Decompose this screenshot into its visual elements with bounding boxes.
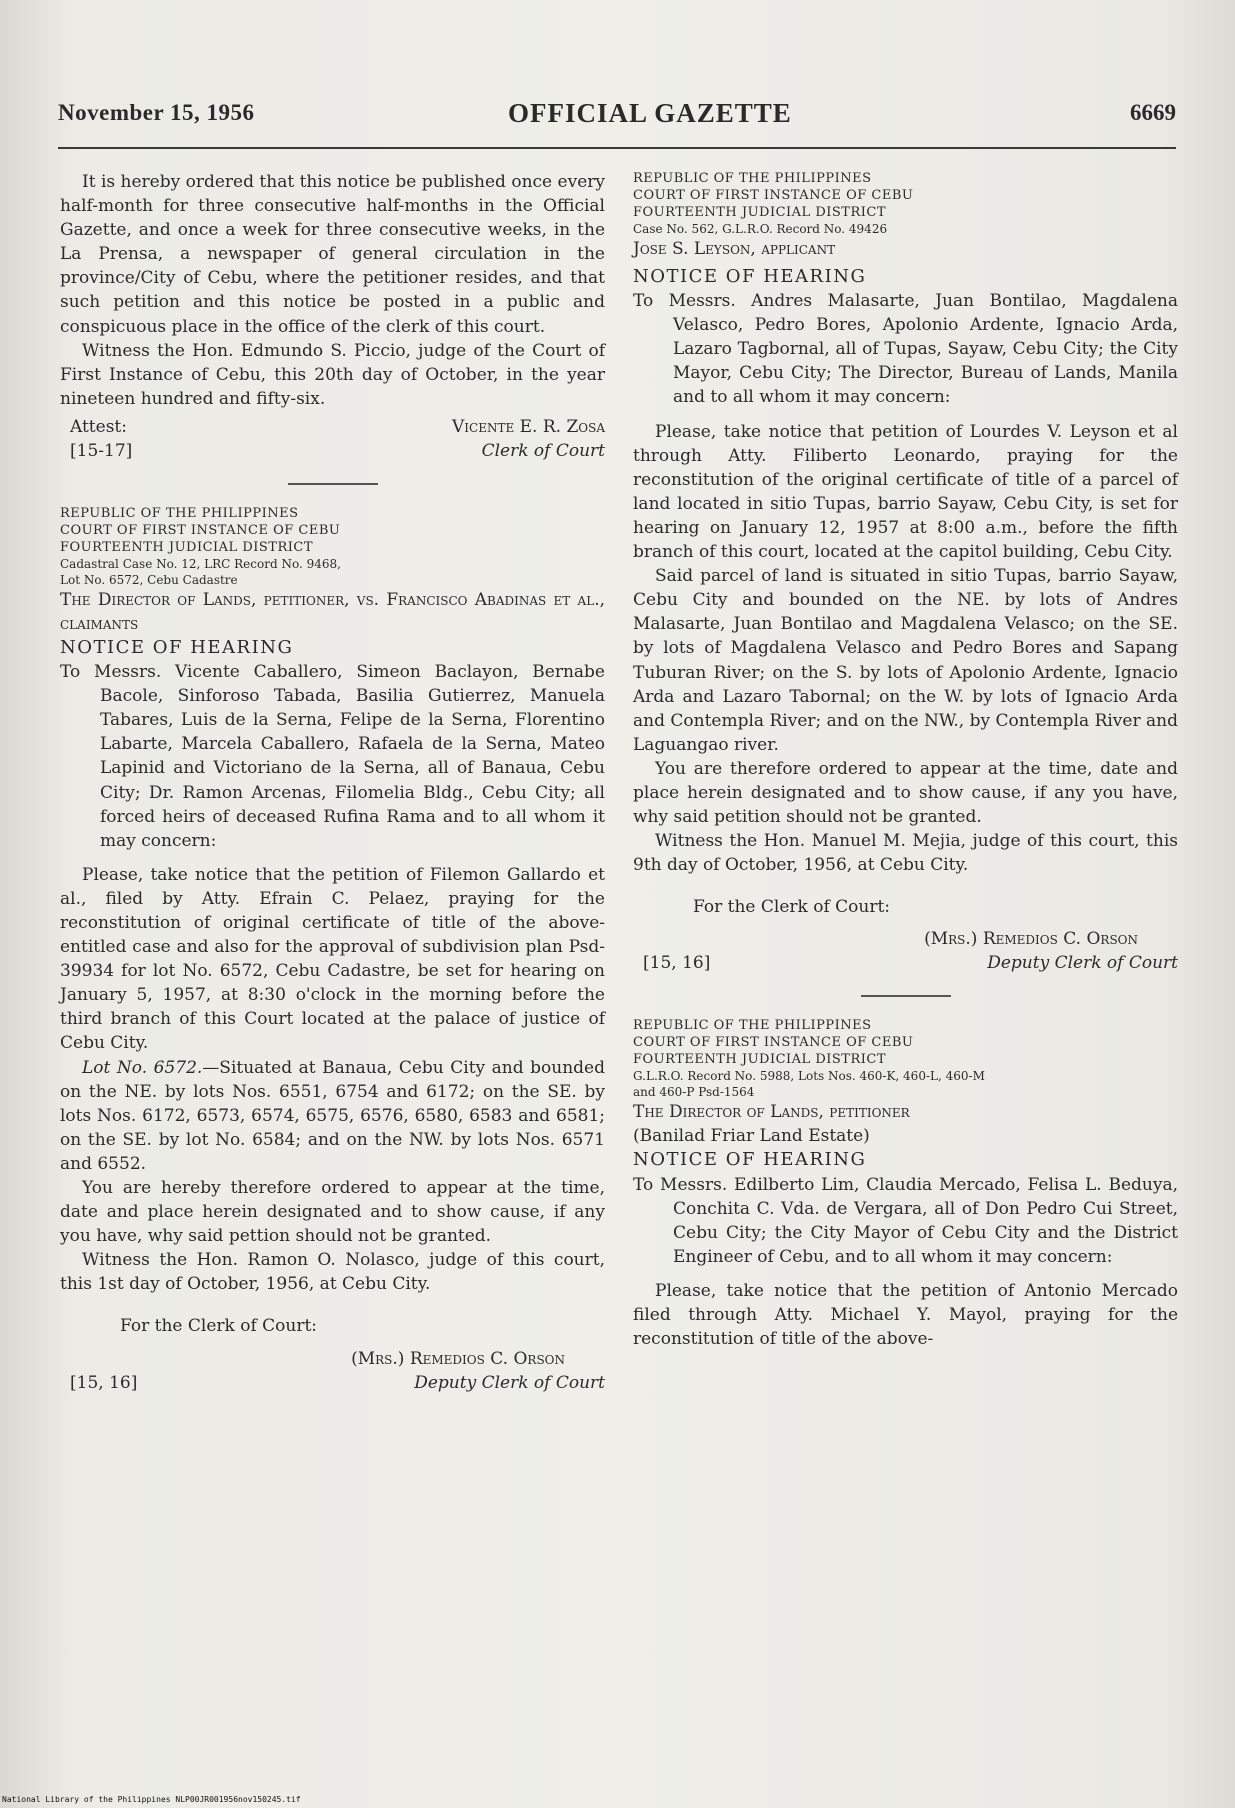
scan-footer: National Library of the Philippines NLP00JR001956nov150245.tif bbox=[2, 1795, 301, 1804]
estate-name: (Banilad Friar Land Estate) bbox=[633, 1126, 870, 1147]
attest-name: Vicente E. R. Zosa bbox=[452, 416, 605, 437]
clerk-signature bbox=[60, 1347, 605, 1397]
publication-ref: [15, 16] bbox=[643, 953, 711, 974]
lot-label: Lot No. 6572. bbox=[82, 1057, 203, 1078]
page-number: 6669 bbox=[1130, 100, 1176, 125]
notice-case-562 bbox=[633, 170, 1178, 977]
page-header bbox=[58, 100, 1176, 140]
court-line: REPUBLIC OF THE PHILIPPINES bbox=[633, 1018, 872, 1034]
lot-description-paragraph bbox=[60, 1056, 605, 1176]
case-number: Cadastral Case No. 12, LRC Record No. 9468, bbox=[60, 556, 341, 571]
court-line: COURT OF FIRST INSTANCE OF CEBU bbox=[60, 522, 341, 538]
court-line: COURT OF FIRST INSTANCE OF CEBU bbox=[633, 188, 914, 203]
court-line: FOURTEENTH JUDICIAL DISTRICT bbox=[633, 205, 886, 220]
issue-date: November 15, 1956 bbox=[58, 100, 255, 125]
lot-description-paragraph: Said parcel of land is situated in sitio Tupas, barrio Sayaw, Cebu City and bounded on the NE. by lots of Andres Malasarte, Juan Bontilao and Magdalena Velasco; on the SE. by lots of Magdalena Velasco and Pedro Bores and Sapang Tuburan River; on the S. by lots of Apolonio Ardente, Ignacio Arda and Lazaro Tabornal; on the W. by lots of Ignacio Arda and Contempla River; and on the NW., by Contempla River and Laguangao river. bbox=[633, 566, 1178, 755]
left-column bbox=[60, 170, 605, 1397]
section-divider bbox=[861, 995, 951, 997]
signatory-name: (Mrs.) Remedios C. Orson bbox=[351, 1348, 565, 1369]
clerk-signature bbox=[633, 927, 1178, 977]
case-number: Lot No. 6572, Cebu Cadastre bbox=[60, 572, 238, 587]
header-rule bbox=[58, 147, 1176, 149]
case-parties: Jose S. Leyson, applicant bbox=[633, 239, 836, 259]
addressees: To Messrs. Vicente Caballero, Simeon Baclayon, Bernabe Bacole, Sinforoso Tabada, Basilia Gutierrez, Manuela Tabares, Luis de la Serna, Felipe de la Serna, Florentino Labarte, Marcela Caballero, Rafaela de la Serna, Mateo Lapinid and Victoriano de la Serna, all of Banaua, Cebu City; Dr. Ramon Arcenas, Filomelia Bldg., Cebu City; all forced heirs of deceased Rufina Rama and to all whom it may concern: bbox=[60, 662, 605, 851]
attest-ref: [15-17] bbox=[70, 440, 133, 461]
notice-glro-5988 bbox=[633, 1017, 1178, 1351]
notice-heading: NOTICE OF HEARING bbox=[60, 636, 294, 658]
notice-cadastral-case-12 bbox=[60, 505, 605, 1397]
addressees: To Messrs. Andres Malasarte, Juan Bontilao, Magdalena Velasco, Pedro Bores, Apolonio Ardente, Ignacio Arda, Lazaro Tagbornal, all of Tupas, Sayaw, Cebu City; the City Mayor, Cebu City; The Director, Bureau of Lands, Manila and to all whom it may concern: bbox=[633, 291, 1178, 408]
signatory-name: (Mrs.) Remedios C. Orson bbox=[924, 929, 1138, 950]
signatory-title: Deputy Clerk of Court bbox=[987, 953, 1178, 974]
addressees: To Messrs. Edilberto Lim, Claudia Mercado, Felisa L. Beduya, Conchita C. Vda. de Vergara, all of Don Pedro Cui Street, Cebu City; the City Mayor of Cebu City and the District Engineer of Cebu, and to all whom it may concern: bbox=[633, 1174, 1178, 1267]
right-column bbox=[633, 170, 1178, 1351]
court-line: FOURTEENTH JUDICIAL DISTRICT bbox=[60, 539, 313, 555]
notice-heading: NOTICE OF HEARING bbox=[633, 266, 867, 287]
witness-paragraph: Witness the Hon. Manuel M. Mejia, judge of this court, this 9th day of October, 1956, at Cebu City. bbox=[633, 831, 1178, 876]
case-number: G.L.R.O. Record No. 5988, Lots Nos. 460-K, 460-L, 460-M bbox=[633, 1069, 985, 1084]
petition-paragraph: Please, take notice that the petition of Antonio Mercado filed through Atty. Michael Y. Mayol, praying for the reconstitution of title of the above- bbox=[633, 1280, 1178, 1350]
court-line: REPUBLIC OF THE PHILIPPINES bbox=[633, 171, 872, 186]
publication-order-paragraph: It is hereby ordered that this notice be published once every half-month for three consecutive half-months in the Official Gazette, and once a week for three consecutive weeks, in the La Prensa, a newspaper of general circulation in the province/City of Cebu, where the petitioner resides, and that such petition and this notice be posted in a public and conspicuous place in the office of the clerk of this court. bbox=[60, 172, 605, 337]
court-line: REPUBLIC OF THE PHILIPPINES bbox=[60, 505, 299, 521]
for-clerk-label: For the Clerk of Court: bbox=[693, 897, 891, 918]
case-parties: The Director of Lands, petitioner bbox=[633, 1102, 910, 1123]
order-paragraph: You are therefore ordered to appear at the time, date and place herein designated and to show cause, if any you have, why said petition should not be granted. bbox=[633, 758, 1178, 828]
case-parties: The Director of Lands, petitioner, vs. Francisco Abadinas et al., claimants bbox=[60, 589, 605, 634]
section-divider bbox=[288, 483, 378, 485]
case-number: and 460-P Psd-1564 bbox=[633, 1085, 755, 1100]
signatory-title: Deputy Clerk of Court bbox=[414, 1372, 605, 1393]
attest-label: Attest: bbox=[70, 416, 127, 437]
lot-description: —Situated at Banaua, Cebu City and bounded on the NE. by lots Nos. 6551, 6754 and 6172; on the SE. by lots Nos. 6172, 6573, 6574, 6575, 6576, 6580, 6583 and 6581; on the SE. by lot No. 6584; and on the NW. by lots Nos. 6571 and 6552. bbox=[60, 1057, 605, 1174]
notice-heading: NOTICE OF HEARING bbox=[633, 1149, 867, 1171]
order-paragraph: You are hereby therefore ordered to appear at the time, date and place herein designated and to show cause, if any you have, why said pettion should not be granted. bbox=[60, 1178, 605, 1247]
witness-paragraph: Witness the Hon. Edmundo S. Piccio, judge of the Court of First Instance of Cebu, this 20th day of October, in the year nineteen hundred and fifty-six. bbox=[60, 340, 605, 409]
publication-title: OFFICIAL GAZETTE bbox=[508, 98, 792, 128]
case-number: Case No. 562, G.L.R.O. Record No. 49426 bbox=[633, 222, 888, 236]
witness-paragraph: Witness the Hon. Ramon O. Nolasco, judge of this court, this 1st day of October, 1956, at Cebu City. bbox=[60, 1250, 605, 1295]
court-line: COURT OF FIRST INSTANCE OF CEBU bbox=[633, 1035, 914, 1051]
petition-paragraph: Please, take notice that the petition of Filemon Gallardo et al., filed by Atty. Efrain C. Pelaez, praying for the reconstitution of original certificate of title of the above-entitled case and also for the approval of subdivision plan Psd-39934 for lot No. 6572, Cebu Cadastre, be set for hearing on January 5, 1957, at 8:30 o'clock in the morning before the third branch of this Court located at the palace of justice of Cebu City. bbox=[60, 864, 605, 1054]
attest-signature bbox=[60, 415, 605, 465]
publication-ref: [15, 16] bbox=[70, 1372, 138, 1393]
for-clerk-label: For the Clerk of Court: bbox=[120, 1316, 318, 1337]
attest-title: Clerk of Court bbox=[481, 440, 605, 461]
petition-paragraph: Please, take notice that petition of Lourdes V. Leyson et al through Atty. Filiberto Leonardo, praying for the reconstitution of the original certificate of title of a parcel of land located in sitio Tupas, barrio Sayaw, Cebu City, is set for hearing on January 12, 1957 at 8:00 a.m., before the fifth branch of this court, located at the capitol building, Cebu City. bbox=[633, 421, 1178, 563]
court-line: FOURTEENTH JUDICIAL DISTRICT bbox=[633, 1052, 886, 1068]
